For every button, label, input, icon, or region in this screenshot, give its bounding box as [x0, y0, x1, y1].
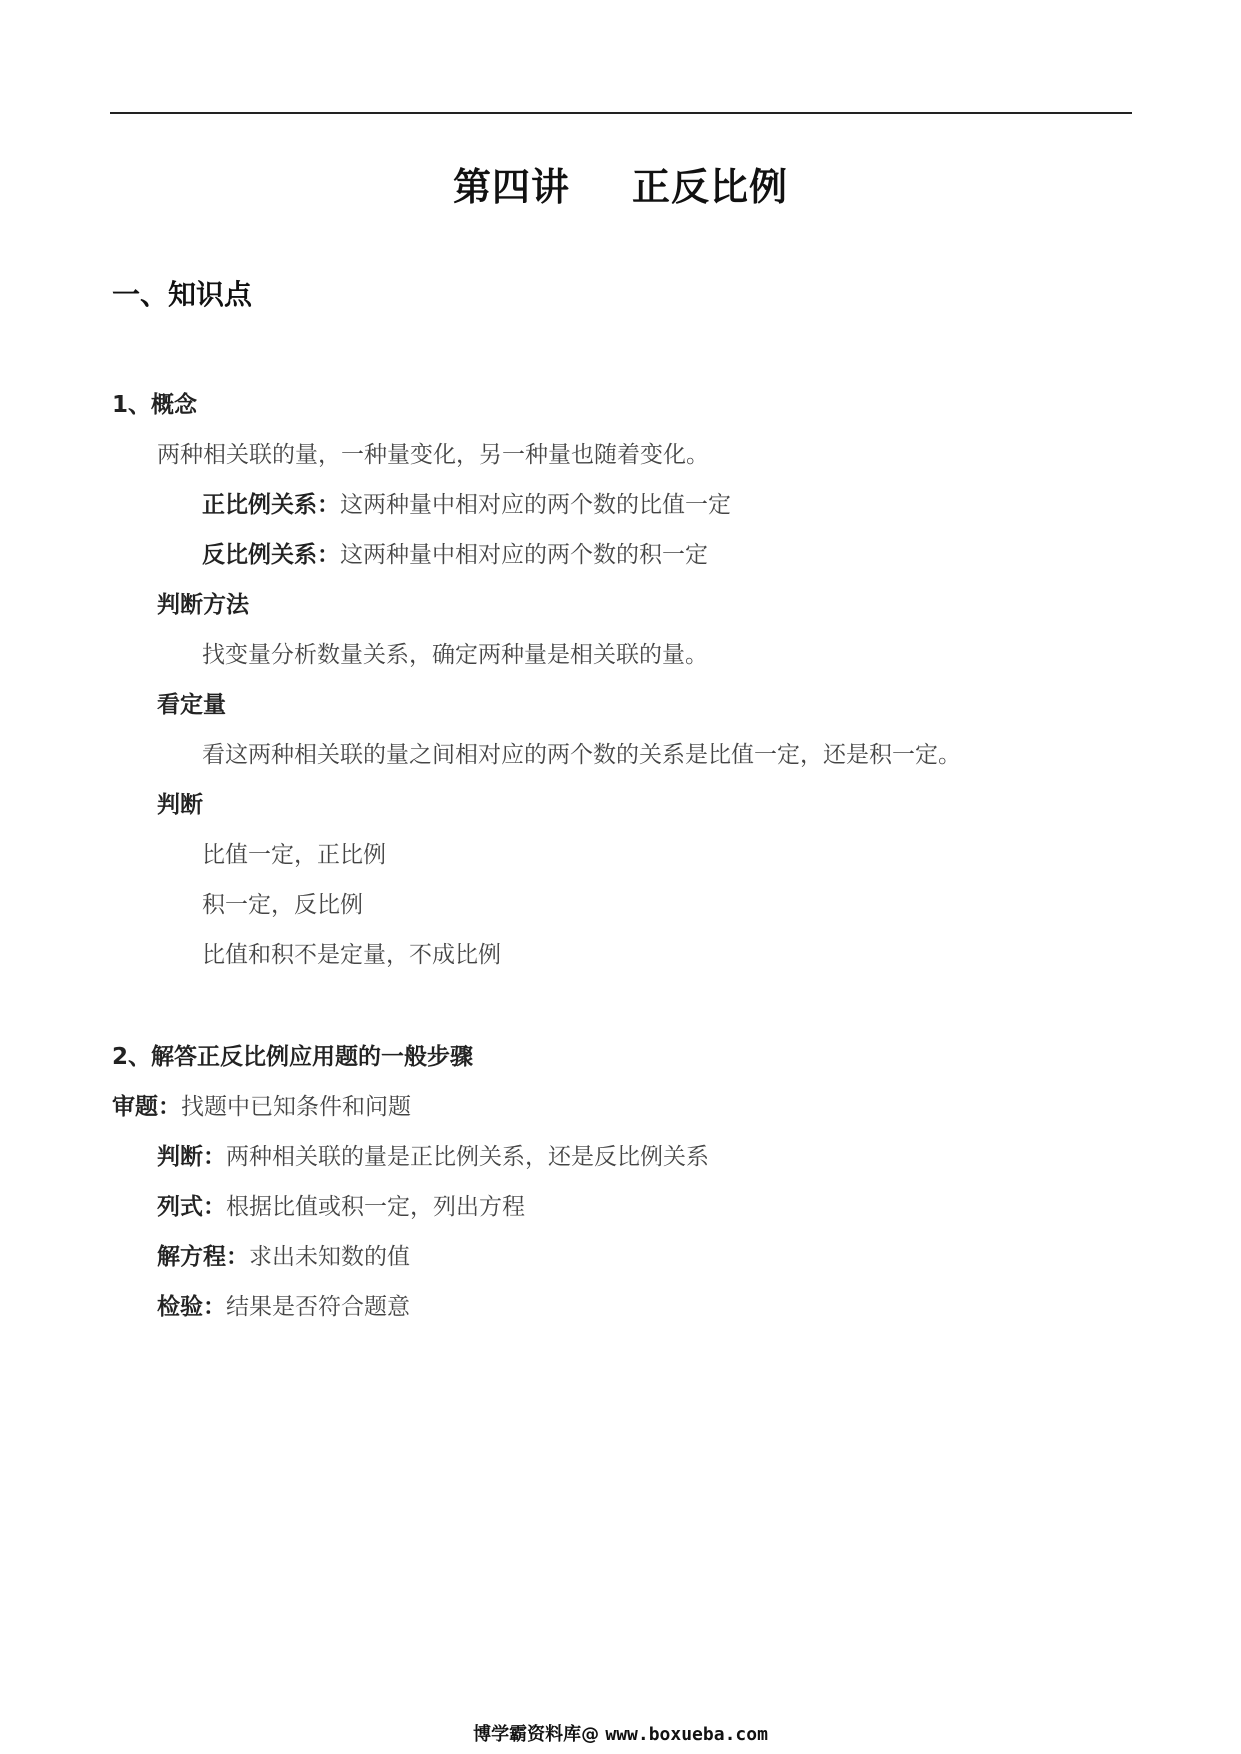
title-lecture-number: 第四讲	[452, 165, 570, 209]
step-solve	[157, 1242, 410, 1272]
inverse-proportion-text: 这两种量中相对应的两个数的积一定	[340, 542, 708, 568]
direct-proportion-line	[202, 490, 731, 520]
header-rule	[110, 112, 1132, 114]
title-topic: 正反比例	[632, 165, 789, 209]
step-review-text: 找题中已知条件和问题	[181, 1094, 411, 1120]
footer-at: @	[581, 1724, 600, 1745]
inverse-proportion-line	[202, 540, 708, 570]
step-review-label: 审题：	[112, 1094, 181, 1120]
steps-heading: 2、解答正反比例应用题的一般步骤	[112, 1044, 474, 1070]
step-solve-text: 求出未知数的值	[249, 1244, 410, 1270]
method-text: 找变量分析数量关系，确定两种量是相关联的量。	[202, 642, 708, 668]
step-judge	[157, 1142, 709, 1172]
section-heading-knowledge: 一、知识点	[112, 278, 253, 311]
page-title	[0, 156, 1241, 211]
concept-heading: 1、概念	[112, 392, 198, 418]
method-heading: 判断方法	[157, 592, 249, 618]
step-judge-text: 两种相关联的量是正比例关系，还是反比例关系	[226, 1144, 709, 1170]
step-formula	[157, 1192, 525, 1222]
step-judge-label: 判断：	[157, 1144, 226, 1170]
direct-proportion-label: 正比例关系：	[202, 492, 340, 518]
concept-intro: 两种相关联的量，一种量变化，另一种量也随着变化。	[157, 442, 709, 468]
step-formula-label: 列式：	[157, 1194, 226, 1220]
judge-item: 积一定，反比例	[202, 892, 363, 918]
fixed-quantity-text: 看这两种相关联的量之间相对应的两个数的关系是比值一定，还是积一定。	[202, 742, 961, 768]
fixed-quantity-heading: 看定量	[157, 692, 226, 718]
judge-heading: 判断	[157, 792, 203, 818]
step-check-label: 检验：	[157, 1294, 226, 1320]
direct-proportion-text: 这两种量中相对应的两个数的比值一定	[340, 492, 731, 518]
judge-item: 比值和积不是定量，不成比例	[202, 942, 501, 968]
step-solve-label: 解方程：	[157, 1244, 249, 1270]
footer-url: www.boxueba.com	[605, 1724, 768, 1745]
step-formula-text: 根据比值或积一定，列出方程	[226, 1194, 525, 1220]
step-check	[157, 1292, 410, 1322]
page-footer	[0, 1720, 1241, 1746]
step-check-text: 结果是否符合题意	[226, 1294, 410, 1320]
footer-site-name: 博学霸资料库	[473, 1724, 582, 1745]
inverse-proportion-label: 反比例关系：	[202, 542, 340, 568]
step-review	[112, 1092, 411, 1122]
judge-item: 比值一定，正比例	[202, 842, 386, 868]
